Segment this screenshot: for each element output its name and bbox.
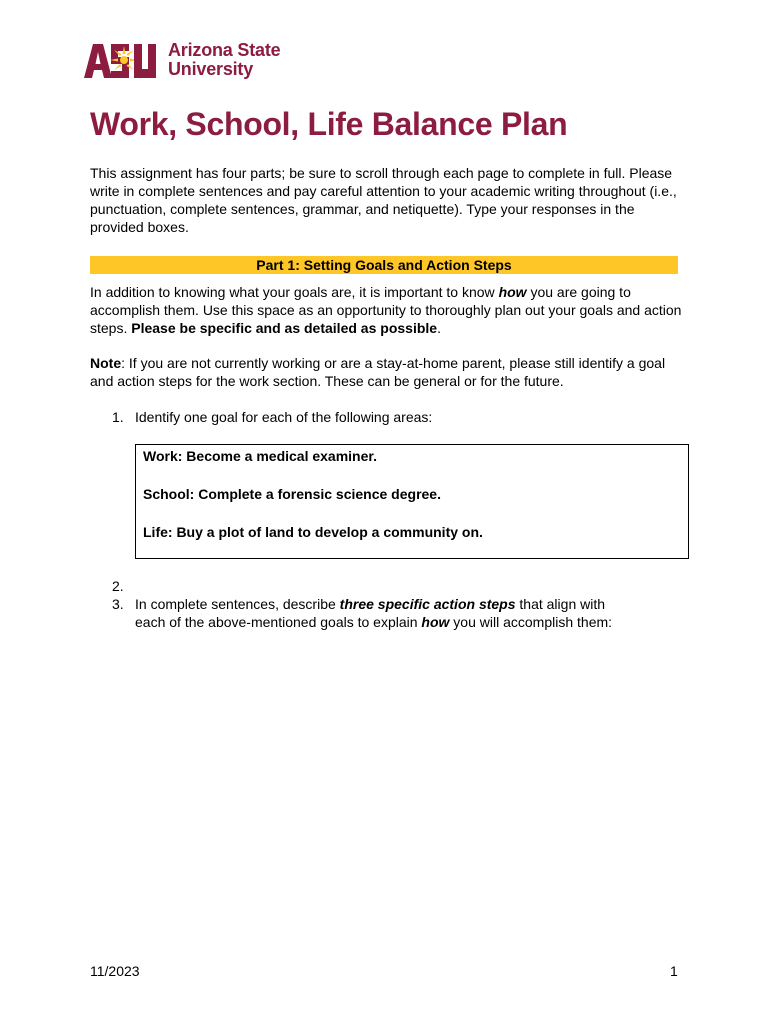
goal-life: Life: Buy a plot of land to develop a community on. bbox=[143, 524, 483, 540]
note-paragraph bbox=[90, 354, 690, 390]
goals-paragraph-emphasis: Please be specific and as detailed as possible bbox=[131, 320, 438, 336]
list-item-3-emphasis: three specific action steps bbox=[339, 596, 516, 612]
goal-school: School: Complete a forensic science degree. bbox=[143, 486, 441, 502]
goals-paragraph-e: . bbox=[437, 320, 441, 336]
goal-work: Work: Become a medical examiner. bbox=[143, 448, 377, 464]
logo-line-1: Arizona State bbox=[168, 40, 281, 60]
goals-paragraph-a: In addition to knowing what your goals are, it is important to know bbox=[90, 284, 499, 300]
list-item-3-line-1 bbox=[135, 595, 695, 613]
intro-paragraph: This assignment has four parts; be sure to scroll through each page to complete in full. Please write in complete sentences and pay careful attention to your academic writing throughout (i.e., punctuation, complete sentences, grammar, and netiquette). Type your responses in the provided boxes. bbox=[90, 165, 677, 235]
list-item-3 bbox=[135, 595, 695, 631]
note-label: Note bbox=[90, 355, 122, 371]
list-item-3-d: each of the above-mentioned goals to explain bbox=[135, 614, 422, 630]
goals-paragraph-how: how bbox=[498, 284, 527, 300]
goals-response-box[interactable] bbox=[135, 444, 689, 559]
part1-heading: Part 1: Setting Goals and Action Steps bbox=[90, 256, 678, 274]
list-item-3-how: how bbox=[421, 614, 450, 630]
page-title: Work, School, Life Balance Plan bbox=[90, 106, 568, 142]
footer-date: 11/2023 bbox=[90, 963, 140, 979]
asu-logo-mark bbox=[84, 42, 160, 78]
list-number-2: 2. bbox=[112, 578, 124, 594]
list-number-1: 1. bbox=[112, 409, 124, 425]
goals-paragraph bbox=[90, 283, 690, 337]
asu-logo-wordmark bbox=[168, 41, 280, 79]
list-item-3-c: that align with bbox=[515, 596, 606, 612]
note-text: : If you are not currently working or are a stay-at-home parent, please still identify a goal and action steps for the work section. These can be general or for the future. bbox=[90, 355, 666, 389]
logo-line-2: University bbox=[168, 59, 254, 79]
list-number-3: 3. bbox=[112, 596, 124, 612]
asu-logo bbox=[84, 40, 280, 80]
list-item-1: Identify one goal for each of the following areas: bbox=[135, 409, 433, 425]
goals-paragraph-c: you are going to accomplish them. Use this space as an opportunity to thoroughly plan out your goals and action steps. bbox=[90, 284, 682, 336]
list-item-3-line-2 bbox=[135, 613, 695, 631]
footer-page-number: 1 bbox=[670, 963, 678, 979]
list-item-3-f: you will accomplish them: bbox=[449, 614, 613, 630]
list-item-3-a: In complete sentences, describe bbox=[135, 596, 340, 612]
